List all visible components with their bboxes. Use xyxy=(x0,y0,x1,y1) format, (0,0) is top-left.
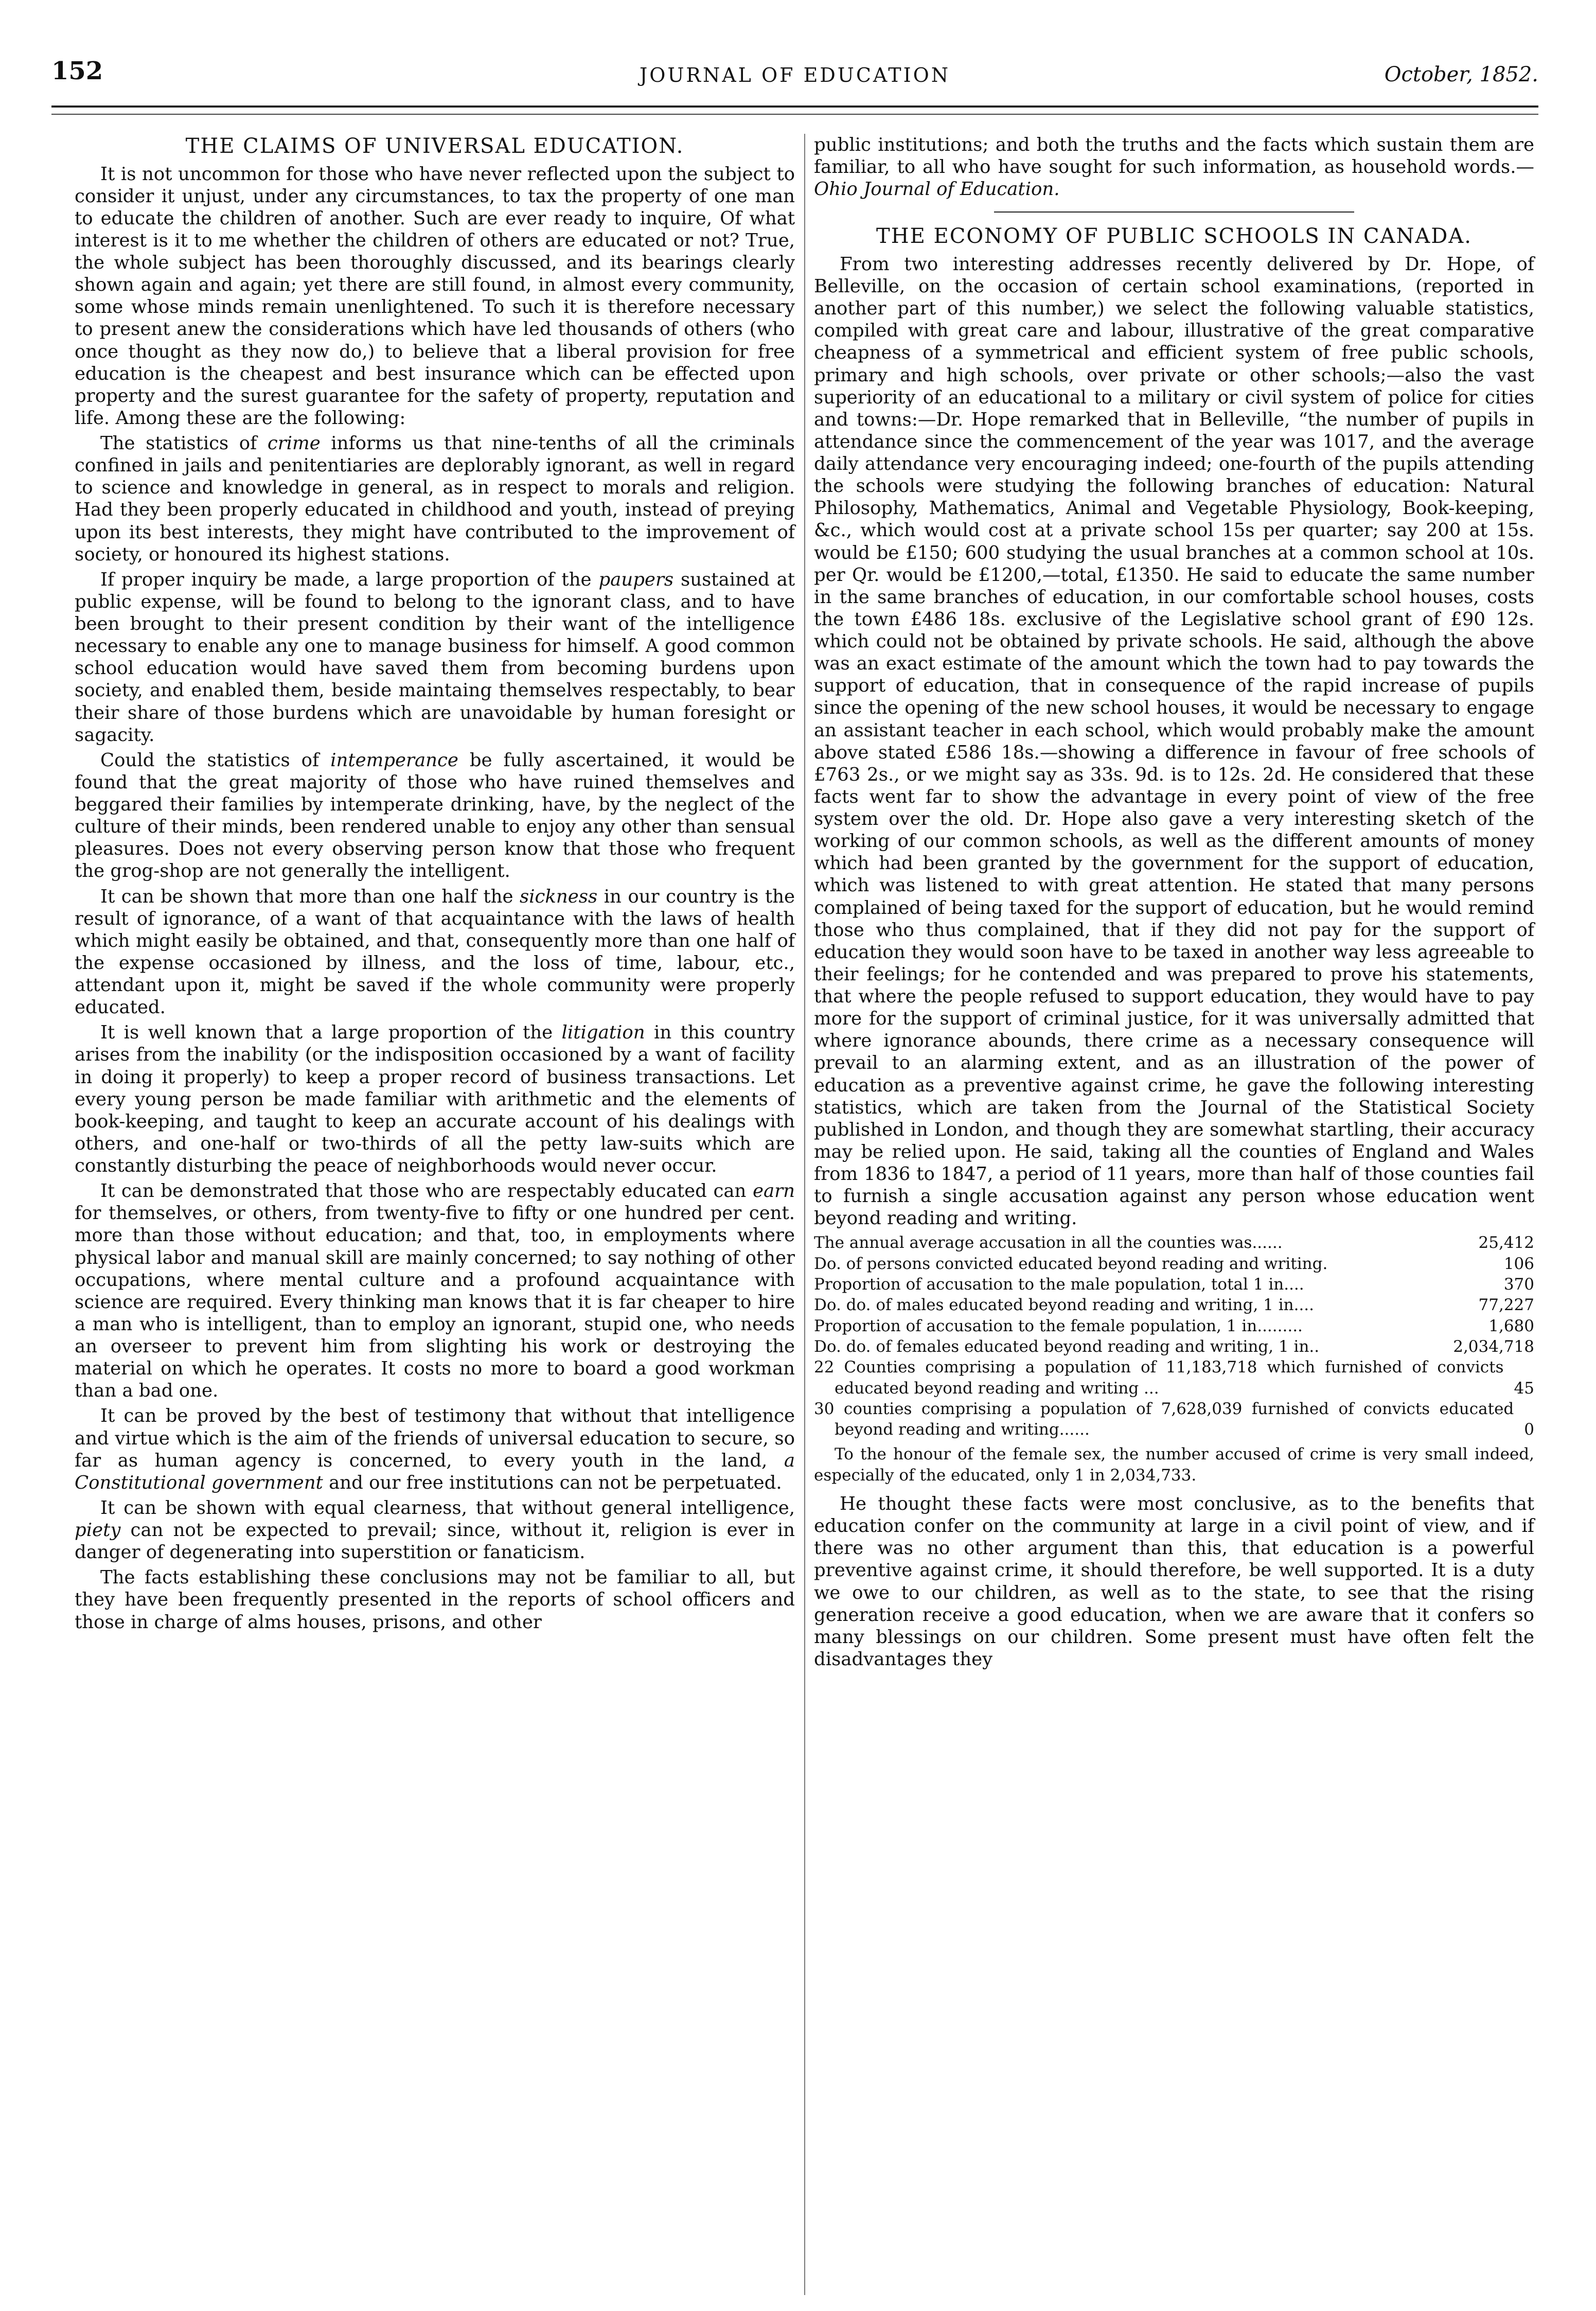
stat-row: The annual average accusation in all the counties was...... 25,412 xyxy=(814,1233,1534,1252)
paragraph: He thought these facts were most conclusive, as to the benefits that education confer on the community at large in a civil point of view, and if there was no other argument than this, that education is a powerful preventive against crime, it should therefore, be well supported. It is a duty we owe to our children, as well as to the state, to see that the rising generation receive a good education, when we are aware that it confers so many blessings on our children. Some present must have often felt the disadvantages they xyxy=(814,1493,1534,1670)
page-header xyxy=(51,57,1538,98)
paragraph: It can be proved by the best of testimony that without that intelligence and virtue which is the aim of the friends of universal education to secure, so far as human agency is concerned, to every youth in the land, a Constitutional government and our free institutions can not be perpetuated. xyxy=(75,1405,795,1493)
stat-row: Do. do. of males educated beyond reading and writing, 1 in.... 77,227 xyxy=(814,1296,1534,1315)
right-column xyxy=(814,134,1534,1673)
paragraph: If proper inquiry be made, a large proportion of the paupers sustained at public expense, will be found to belong to the ignorant class, and to have been brought to their present condition by their want of the intelligence necessary to enable any one to manage business for himself. A good common school education would have saved them from becoming burdens upon society, and enabled them, beside maintaing themselves respectably, to bear their share of those burdens which are unavoidable by human foresight or sagacity. xyxy=(75,569,795,746)
stat-row: Proportion of accusation to the female population, 1 in......... 1,680 xyxy=(814,1316,1534,1335)
source-citation: Ohio Journal of Education. xyxy=(814,179,1060,200)
paragraph: It is well known that a large proportion of the litigation in this country arises from the inability (or the indisposition occasioned by a want of facility in doing it properly) to keep a proper record of business transactions. Let every young person be made familiar with arithmetic and the elements of book-keeping, and taught to keep an accurate account of his dealings with others, and one-half or two-thirds of all the petty law-suits which are constantly disturbing the peace of neighborhoods would never occur. xyxy=(75,1022,795,1177)
stat-row: Proportion of accusation to the male population, total 1 in.... 370 xyxy=(814,1275,1534,1294)
paragraph: From two interesting addresses recently delivered by Dr. Hope, of Belleville, on the occasion of certain school examinations, (reported in another part of this number,) we select the following valuable statistics, compiled with great care and labour, illustrative of the great comparative cheapness of a symmetrical and efficient system of free public schools, primary and high schools, over private or other schools;—also the vast superiority of an educational to a military or civil system of police for cities and towns:—Dr. Hope remarked that in Belleville, “the number of pupils in attendance since the commencement of the year was 1017, and the average daily attendance very encouraging indeed; one-fourth of the pupils attending the schools were studying the following branches of education: Natural Philosophy, Mathematics, Animal and Vegetable Physiology, Book-keeping, &c., which would cost at a private school 15s per quarter; say 200 at 15s. would be £150; 600 studying the usual branches at a common school at 10s. per Qr. would be £1200,—total, £1350. He said to educate the same number in the same branches of education, in our comfortable school houses, costs the town £486 18s. exclusive of the Legislative school grant of £90 12s. which could not be obtained by private schools. He said, although the above was an exact estimate of the amount which the town had to pay towards the support of education, that in consequence of the rapid increase of pupils since the opening of the new school houses, it would be necessary to engage an assistant teacher in each school, which would probably make the amount above stated £586 18s.—showing a difference in favour of free schools of £763 2s., or we might say as 33s. 9d. is to 12s. 2d. He considered that these facts went far to show the advantage in every point of view of the free system over the old. Dr. Hope also gave a very interesting sketch of the working of our common schools, as well as the different amounts of money which had been granted by the government for the support of education, which was listened to with great attention. He stated that many persons complained of being taxed for the support of education, but he would remind those who thus complained, that if they did not pay for the support of education they would soon have to be taxed in another way less agreeable to their feelings; for he contended and was prepared to prove his statements, that where the people refused to support education, they would have to pay more for the support of criminal justice, for it was universally admitted that where ignorance abounds, there crime as a necessary consequence will prevail to an alarming extent, and as an illustration of the power of education as a preventive against crime, he gave the following interesting statistics, which are taken from the Journal of the Statistical Society published in London, and though they are somewhat startling, their accuracy may be relied upon. He said, taking all the counties of England and Wales from 1836 to 1847, a period of 11 years, more than half of those counties fail to furnish a single accusation against any person whose education went beyond reading and writing. xyxy=(814,253,1534,1229)
issue-date: October, 1852. xyxy=(1384,63,1538,86)
article-title-economy: THE ECONOMY OF PUBLIC SCHOOLS IN CANADA. xyxy=(876,224,1472,249)
stat-row: 30 counties comprising a population of 7,628,039 furnished of convicts educated beyond reading and writing...... 0 xyxy=(814,1399,1534,1439)
paragraph: The facts establishing these conclusions may not be familiar to all, but they have been frequently presented in the reports of school officers and those in charge of alms houses, prisons, and other xyxy=(75,1567,795,1633)
column-divider xyxy=(804,134,805,2295)
paragraph: It can be shown with equal clearness, that without general intelligence, piety can not be expected to prevail; since, without it, religion is ever in danger of degenerating into superstition or fanaticism. xyxy=(75,1497,795,1563)
stat-row: Do. do. of females educated beyond reading and writing, 1 in.. 2,034,718 xyxy=(814,1337,1534,1356)
stat-row: 22 Counties comprising a population of 11,183,718 which furnished of convicts educated beyond reading and writing ... 45 xyxy=(814,1358,1534,1398)
article-title-claims: THE CLAIMS OF UNIVERSAL EDUCATION. xyxy=(185,134,684,158)
paragraph: It can be demonstrated that those who are respectably educated can earn for themselves, or others, from twenty-five to fifty or one hundred per cent. more than those without education; and that, too, in employments where physical labor and manual skill are mainly concerned; to say nothing of other occupations, where mental culture and a profound acquaintance with science are required. Every thinking man knows that it is far cheaper to hire a man who is intelligent, than to employ an ignorant, stupid one, who needs an overseer to prevent him from slighting his work or destroying the material on which he operates. It costs no more to board a good workman than a bad one. xyxy=(75,1180,795,1402)
paragraph: It is not uncommon for those who have never reflected upon the subject to consider it unjust, under any circumstances, to tax the property of one man to educate the children of another. Such are ever ready to inquire, Of what interest is it to me whether the children of others are educated or not? True, the whole subject has been thoroughly discussed, and its bearings clearly shown again and again; yet there are still found, in almost every community, some whose minds remain unenlightened. To such it is therefore necessary to present anew the considerations which have led thousands of others (who once thought as they now do,) to believe that a liberal provision for free education is the cheapest and best insurance which can be effected upon property and the surest guarantee for the safety of property, reputation and life. Among these are the following: xyxy=(75,163,795,429)
page-number: 152 xyxy=(51,57,103,85)
header-rule xyxy=(51,105,1538,115)
paragraph: The statistics of crime informs us that nine-tenths of all the criminals confined in jails and penitentiaries are deplorably ignorant, as well in regard to science and knowledge in general, as in respect to morals and religion. Had they been properly educated in childhood and youth, instead of preying upon its best interests, they might have contributed to the improvement of society, or honoured its highest stations. xyxy=(75,433,795,565)
left-column xyxy=(75,134,795,1636)
paragraph: It can be shown that more than one half the sickness in our country is the result of ignorance, of a want of that acquaintance with the laws of health which might easily be obtained, and that, consequently more than one half of the expense occasioned by illness, and the loss of time, labour, etc., attendant upon it, might be saved if the whole community were properly educated. xyxy=(75,886,795,1018)
journal-title: JOURNAL OF EDUCATION xyxy=(639,64,951,86)
statistics-table xyxy=(814,1232,1534,1440)
stats-footnote: To the honour of the female sex, the number accused of crime is very small indeed, especially of the educated, only 1 in 2,034,733. xyxy=(814,1445,1534,1485)
stat-row: Do. of persons convicted educated beyond reading and writing. 106 xyxy=(814,1254,1534,1273)
paragraph-continued: public institutions; and both the truths and the facts which sustain them are familiar, to all who have sought for such information, as household words.—Ohio Journal of Education. xyxy=(814,134,1534,200)
paragraph: Could the statistics of intemperance be fully ascertained, it would be found that the great majority of those who have ruined themselves and beggared their families by intemperate drinking, have, by the neglect of the culture of their minds, been rendered unable to enjoy any other than sensual pleasures. Does not every observing person know that those who frequent the grog-shop are not generally the intelligent. xyxy=(75,749,795,882)
section-divider xyxy=(994,211,1354,213)
